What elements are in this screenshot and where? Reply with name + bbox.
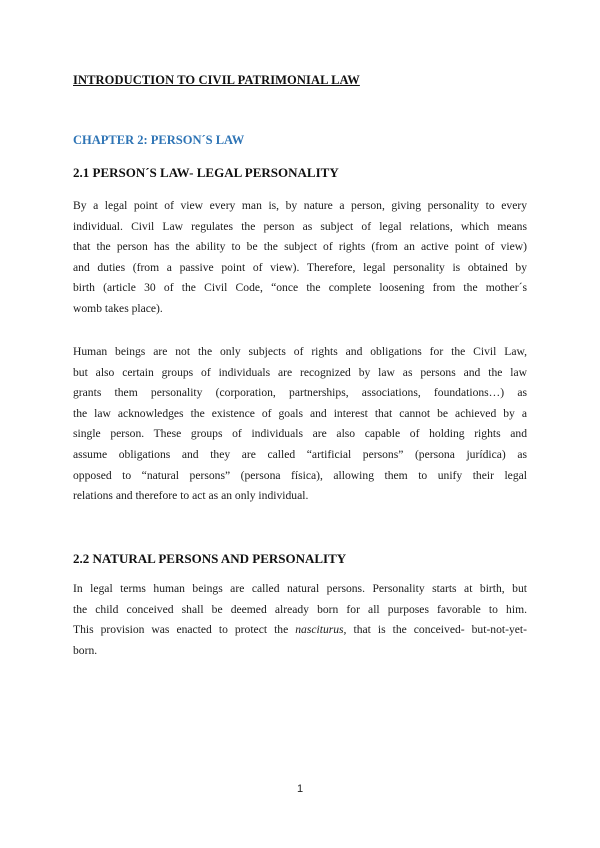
section-heading-2-2: 2.2 NATURAL PERSONS AND PERSONALITY [73, 551, 347, 566]
text-line: In legal terms human beings are called natural persons. Personality starts at birth, but [73, 582, 527, 595]
text-line: birth (article 30 of the Civil Code, “once the complete loosening from the mother´s [73, 281, 527, 295]
text-line: but also certain groups of individuals are recognized by law as persons and the law [73, 365, 527, 379]
page-number: 1 [296, 783, 304, 795]
text-line: the child conceived shall be deemed already born for all purposes favorable to him. [73, 602, 527, 616]
text-line: that the person has the ability to be the subject of rights (from an active point of view) [73, 240, 527, 254]
text-line: womb takes place). [73, 301, 163, 315]
paragraph-legal-personality [73, 196, 527, 320]
text-line: the law acknowledges the existence of goals and interest that cannot be achieved by a [73, 406, 527, 420]
text-line: born. [73, 643, 98, 657]
text-line: and duties (from a passive point of view). Therefore, legal personality is obtained by [73, 260, 527, 274]
paragraph-natural-persons [73, 579, 527, 661]
chapter-heading: CHAPTER 2: PERSON´S LAW [73, 133, 245, 147]
section-heading-2-1: 2.1 PERSON´S LAW- LEGAL PERSONALITY [73, 165, 339, 180]
text-line: opposed to “natural persons” (persona física), allowing them to unify their legal [73, 468, 527, 482]
text-line: relations and therefore to act as an only individual. [73, 489, 309, 503]
text-line: By a legal point of view every man is, by nature a person, giving personality to every [73, 199, 527, 212]
italic-term-nasciturus: nasciturus, [295, 623, 347, 637]
document-title: INTRODUCTION TO CIVIL PATRIMONIAL LAW [73, 73, 360, 87]
text-run: This provision was enacted to protect the [73, 623, 296, 637]
text-run: that is the conceived- but-not-yet- [346, 623, 527, 637]
text-line: individual. Civil Law regulates the person as subject of legal relations, which means [73, 219, 527, 233]
text-line: single person. These groups of individuals are also capable of holding rights and [73, 427, 527, 441]
text-line: Human beings are not the only subjects of rights and obligations for the Civil Law, [73, 345, 527, 358]
text-line: grants them personality (corporation, partnerships, associations, foundations…) as [73, 386, 527, 400]
text-line [73, 620, 527, 641]
text-line: assume obligations and they are called “artificial persons” (persona jurídica) as [73, 447, 527, 461]
paragraph-artificial-persons [73, 342, 527, 507]
